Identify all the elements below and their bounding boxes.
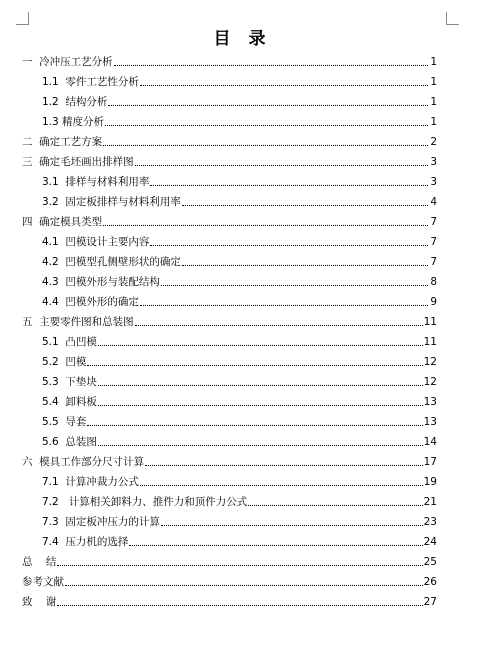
toc-entry[interactable]	[22, 549, 437, 569]
toc-entry-page-number: 7	[430, 256, 437, 268]
toc-entry-page-number: 3	[430, 176, 437, 188]
toc-dot-leader	[135, 165, 428, 166]
toc-entry[interactable]	[22, 469, 437, 489]
toc-entry-page-number: 8	[430, 276, 437, 288]
toc-entry-page-number: 7	[430, 216, 437, 228]
toc-entry-label: 六 模具工作部分尺寸计算	[22, 456, 145, 468]
toc-entry[interactable]	[22, 409, 437, 429]
toc-dot-leader	[103, 225, 428, 226]
toc-entry[interactable]	[22, 49, 437, 69]
toc-entry-label: 三 确定毛坯画出排样图	[22, 156, 134, 168]
toc-entry-page-number: 9	[430, 296, 437, 308]
toc-dot-leader	[135, 325, 423, 326]
toc-entry-label: 四 确定模具类型	[22, 216, 103, 228]
toc-entry-label: 1.1 零件工艺性分析	[42, 76, 139, 88]
toc-dot-leader	[114, 65, 428, 66]
toc-entry[interactable]	[22, 249, 437, 269]
toc-entry[interactable]	[22, 209, 437, 229]
toc-entry-label: 7.2 计算相关卸料力、推件力和顶件力公式	[42, 496, 248, 508]
toc-entry-label: 5.5 导套	[42, 416, 87, 428]
toc-entry-page-number: 13	[423, 416, 437, 428]
toc-entry-label: 5.2 凹模	[42, 356, 87, 368]
toc-entry[interactable]	[22, 189, 437, 209]
toc-entry[interactable]	[22, 269, 437, 289]
toc-entry[interactable]	[22, 289, 437, 309]
toc-entry-label: 3.1 排样与材料利用率	[42, 176, 150, 188]
toc-entry[interactable]	[22, 449, 437, 469]
toc-dot-leader	[161, 525, 423, 526]
toc-entry[interactable]	[22, 589, 437, 609]
toc-entry-label: 1.3 精度分析	[42, 116, 105, 128]
toc-entry-label: 7.4 压力机的选择	[42, 536, 129, 548]
toc-dot-leader	[150, 185, 428, 186]
toc-entry-page-number: 26	[423, 576, 437, 588]
toc-entry-label: 4.3 凹模外形与装配结构	[42, 276, 160, 288]
toc-entry-page-number: 13	[423, 396, 437, 408]
toc-entry-page-number: 24	[423, 536, 437, 548]
toc-entry-label: 5.1 凸凹模	[42, 336, 97, 348]
toc-dot-leader	[98, 345, 423, 346]
toc-entry-page-number: 2	[430, 136, 437, 148]
toc-dot-leader	[145, 465, 422, 466]
toc-entry-page-number: 12	[423, 376, 437, 388]
toc-dot-leader	[248, 505, 422, 506]
toc-dot-leader	[65, 585, 423, 586]
toc-entry-label: 一 冷冲压工艺分析	[22, 56, 113, 68]
toc-entry-page-number: 1	[430, 76, 437, 88]
toc-dot-leader	[98, 405, 423, 406]
toc-title: 目 录	[213, 29, 272, 49]
toc-entry-page-number: 21	[423, 496, 437, 508]
toc-dot-leader	[182, 205, 428, 206]
toc-entry-page-number: 4	[430, 196, 437, 208]
toc-entry[interactable]	[22, 489, 437, 509]
toc-entry-page-number: 27	[423, 596, 437, 608]
toc-entry[interactable]	[22, 349, 437, 369]
toc-entry[interactable]	[22, 89, 437, 109]
toc-entry-label: 4.4 凹模外形的确定	[42, 296, 139, 308]
toc-entry-label: 5.4 卸料板	[42, 396, 97, 408]
toc-dot-leader	[98, 445, 423, 446]
toc-entry-page-number: 7	[430, 236, 437, 248]
toc-entry-label: 1.2 结构分析	[42, 96, 108, 108]
toc-entry[interactable]	[22, 169, 437, 189]
toc-entry-page-number: 11	[423, 336, 437, 348]
toc-dot-leader	[105, 125, 428, 126]
toc-entry-page-number: 19	[423, 476, 437, 488]
toc-entry-label: 致 谢	[22, 596, 57, 608]
toc-dot-leader	[161, 285, 428, 286]
toc-dot-leader	[182, 265, 428, 266]
toc-entry-label: 参考文献	[22, 576, 64, 588]
toc-dot-leader	[140, 485, 423, 486]
toc-entry[interactable]	[22, 389, 437, 409]
toc-dot-leader	[57, 605, 422, 606]
toc-entry[interactable]	[22, 529, 437, 549]
toc-entry-page-number: 1	[430, 96, 437, 108]
toc-dot-leader	[140, 305, 428, 306]
toc-entry-page-number: 25	[423, 556, 437, 568]
toc-entry[interactable]	[22, 329, 437, 349]
toc-entry-label: 5.6 总装图	[42, 436, 97, 448]
toc-entry-page-number: 1	[430, 56, 437, 68]
toc-entry[interactable]	[22, 109, 437, 129]
toc-entry-label: 7.3 固定板冲压力的计算	[42, 516, 160, 528]
toc-entry-page-number: 23	[423, 516, 437, 528]
toc-dot-leader	[140, 85, 428, 86]
toc-entry[interactable]	[22, 509, 437, 529]
toc-entry[interactable]	[22, 229, 437, 249]
toc-entry[interactable]	[22, 69, 437, 89]
toc-entry-label: 总 结	[22, 556, 57, 568]
toc-dot-leader	[129, 545, 422, 546]
toc-entry-label: 4.2 凹模型孔侧壁形状的确定	[42, 256, 181, 268]
toc-dot-leader	[57, 565, 422, 566]
table-of-contents	[22, 49, 437, 609]
toc-entry-label: 五 主要零件图和总装图	[22, 316, 134, 328]
toc-entry-label: 7.1 计算冲裁力公式	[42, 476, 139, 488]
toc-entry[interactable]	[22, 309, 437, 329]
toc-dot-leader	[108, 105, 428, 106]
toc-dot-leader	[87, 425, 422, 426]
toc-dot-leader	[98, 385, 423, 386]
toc-dot-leader	[103, 145, 428, 146]
toc-entry[interactable]	[22, 369, 437, 389]
toc-dot-leader	[87, 365, 422, 366]
toc-entry-page-number: 12	[423, 356, 437, 368]
toc-entry-label: 5.3 下垫块	[42, 376, 97, 388]
toc-entry-page-number: 17	[423, 456, 437, 468]
toc-entry[interactable]	[22, 149, 437, 169]
toc-entry[interactable]	[22, 569, 437, 589]
toc-entry-page-number: 14	[423, 436, 437, 448]
toc-entry-label: 3.2 固定板排样与材料利用率	[42, 196, 181, 208]
toc-entry[interactable]	[22, 129, 437, 149]
toc-entry-page-number: 3	[430, 156, 437, 168]
toc-dot-leader	[150, 245, 428, 246]
toc-entry-page-number: 11	[423, 316, 437, 328]
toc-entry-page-number: 1	[430, 116, 437, 128]
toc-entry[interactable]	[22, 429, 437, 449]
toc-entry-label: 二 确定工艺方案	[22, 136, 103, 148]
toc-entry-label: 4.1 凹模设计主要内容	[42, 236, 150, 248]
